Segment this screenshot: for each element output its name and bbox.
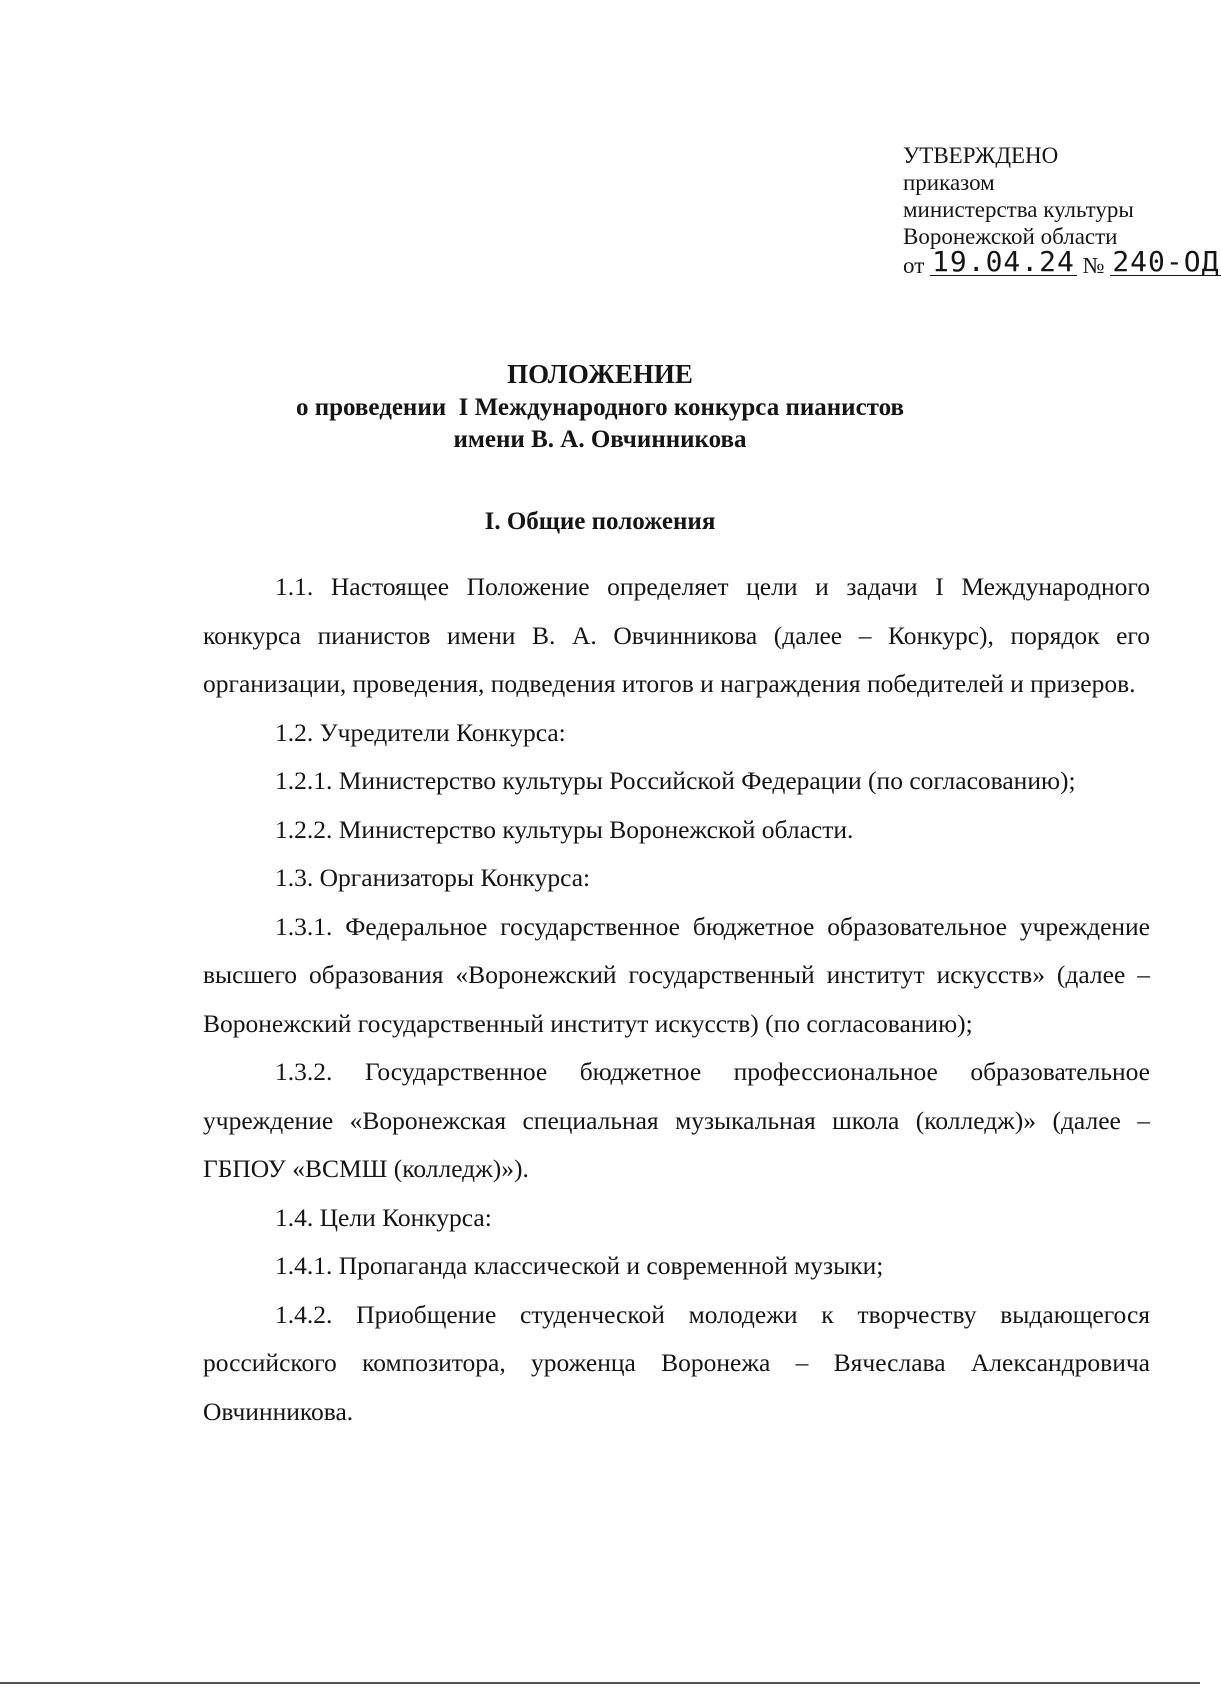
approval-heading: УТВЕРЖДЕНО [903,143,1059,168]
paragraph-1-4: 1.4. Цели Конкурса: [275,1202,492,1232]
approval-ministry: министерства культуры [903,197,1134,222]
approval-region: Воронежской области [903,224,1118,249]
paragraph-1-2-1: 1.2.1. Министерство культуры Российской Федерации (по согласованию); [275,766,1076,795]
handwritten-order-number: 240-ОД [1112,245,1220,278]
approval-date-number [903,245,1221,279]
document-title: ПОЛОЖЕНИЕ [507,359,693,389]
approval-stamp-block [903,142,1221,279]
paragraph-1-2-2: 1.2.2. Министерство культуры Воронежской области. [275,814,854,844]
paragraph-1-3-2: 1.3.2. Государственное бюджетное профессиональное образовательное учреждение «Воронежская специальная музыкальная школа (колледж)» (далее – ГБПОУ «ВСМШ (колледж)»). [203,1057,1150,1183]
paragraph-1-3-1: 1.3.1. Федеральное государственное бюджетное образовательное учреждение высшего образования «Воронежский государственный институт искусств» (далее – Воронежский государственный институт искусств) (по согласованию); [203,911,1150,1038]
paragraph-1-1: 1.1. Настоящее Положение определяет цели и задачи I Международного конкурса пианистов имени В. А. Овчинникова (далее – Конкурс), порядок его организации, проведения, подведения итогов и награждения победителей и призеров. [203,572,1150,698]
paragraph-1-3: 1.3. Организаторы Конкурса: [275,863,591,892]
paragraph-1-4-2: 1.4.2. Приобщение студенческой молодежи к творчеству выдающегося российского композитора, уроженца Воронежа – Вячеслава Александровича Овчинникова. [203,1299,1150,1426]
section-heading: I. Общие положения [484,508,716,535]
paragraph-1-2: 1.2. Учредители Конкурса: [275,717,566,747]
date-prefix: от [903,253,925,278]
handwritten-date: 19.04.24 [932,245,1075,278]
approval-order-label: приказом [903,170,995,195]
number-sign: № [1082,253,1105,278]
document-header [0,356,1200,456]
document-subtitle-line1: о проведении I Международного конкурса пианистов [295,394,905,421]
document-body [203,563,1150,1436]
document-subtitle-line2: имени В. А. Овчинникова [453,426,747,453]
page-bottom-edge [0,1682,1200,1684]
paragraph-1-4-1: 1.4.1. Пропаганда классической и современной музыки; [275,1251,884,1280]
